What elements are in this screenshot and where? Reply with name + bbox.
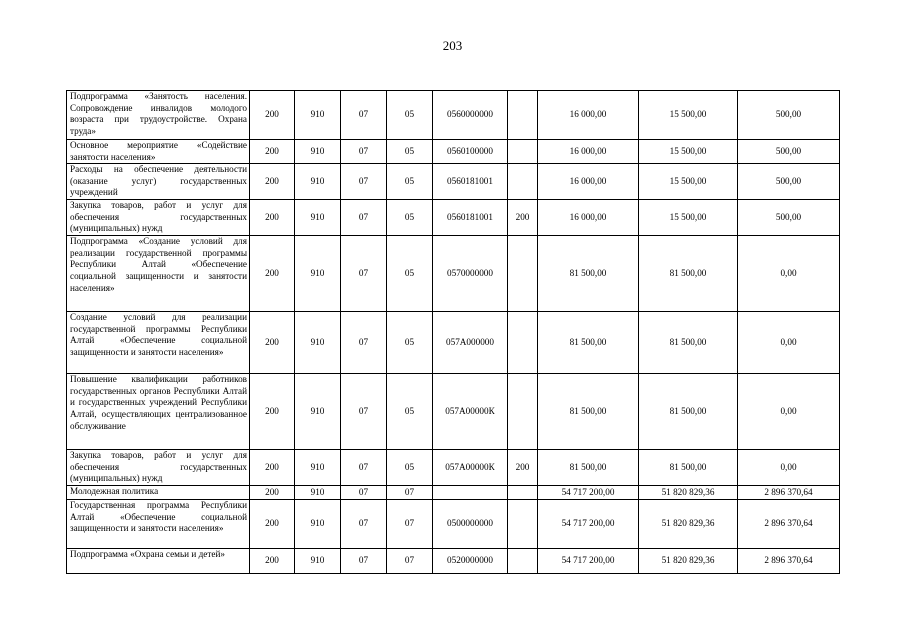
table-row [67,549,840,574]
col-200-cell: 200 [250,312,295,374]
amount-exec-cell: 15 500,00 [639,200,738,236]
col-910-cell: 910 [295,140,341,164]
col-subsection-cell: 05 [387,91,433,140]
row-name-cell: Основное мероприятие «Содействие занятости населения» [67,140,250,164]
amount-plan-cell: 54 717 200,00 [538,549,639,574]
col-910-cell: 910 [295,200,341,236]
amount-remain-cell: 2 896 370,64 [738,500,840,549]
col-200-cell: 200 [250,140,295,164]
table-row [67,486,840,500]
col-subsection-cell: 05 [387,200,433,236]
table-row [67,450,840,486]
col-910-cell: 910 [295,374,341,450]
amount-exec-cell: 15 500,00 [639,91,738,140]
amount-plan-cell: 81 500,00 [538,312,639,374]
col-200-cell: 200 [250,91,295,140]
row-name-cell: Молодежная политика [67,486,250,500]
amount-remain-cell: 500,00 [738,140,840,164]
col-section-cell: 07 [341,200,387,236]
row-name-cell: Расходы на обеспечение деятельности (оказание услуг) государственных учреждений [67,164,250,200]
table-row [67,500,840,549]
col-200-cell: 200 [250,549,295,574]
col-910-cell: 910 [295,500,341,549]
amount-exec-cell: 81 500,00 [639,374,738,450]
table-row [67,140,840,164]
amount-plan-cell: 54 717 200,00 [538,500,639,549]
col-subsection-cell: 05 [387,236,433,312]
col-200-cell: 200 [250,486,295,500]
col-section-cell: 07 [341,450,387,486]
col-200-cell: 200 [250,236,295,312]
amount-plan-cell: 16 000,00 [538,200,639,236]
page-number: 203 [442,38,463,53]
budget-table [66,90,840,574]
expense-type-cell [508,500,538,549]
row-name-cell: Повышение квалификации работников государственных органов Республики Алтай и государственных учреждений Республики Алтай, осуществляющих централизованное обслуживание [67,374,250,450]
amount-exec-cell: 81 500,00 [639,236,738,312]
amount-remain-cell: 2 896 370,64 [738,486,840,500]
amount-remain-cell: 0,00 [738,450,840,486]
target-code-cell: 0570000000 [433,236,508,312]
col-200-cell: 200 [250,164,295,200]
expense-type-cell [508,236,538,312]
target-code-cell: 057А00000К [433,450,508,486]
col-section-cell: 07 [341,374,387,450]
col-section-cell: 07 [341,140,387,164]
col-subsection-cell: 05 [387,450,433,486]
table-row [67,374,840,450]
row-name-cell: Подпрограмма «Охрана семьи и детей» [67,549,250,574]
target-code-cell: 0500000000 [433,500,508,549]
target-code-cell: 0560181001 [433,164,508,200]
col-section-cell: 07 [341,486,387,500]
col-910-cell: 910 [295,312,341,374]
table-row [67,236,840,312]
col-910-cell: 910 [295,91,341,140]
table-row [67,312,840,374]
amount-exec-cell: 15 500,00 [639,164,738,200]
col-910-cell: 910 [295,486,341,500]
expense-type-cell [508,486,538,500]
col-910-cell: 910 [295,236,341,312]
amount-remain-cell: 0,00 [738,236,840,312]
amount-exec-cell: 51 820 829,36 [639,486,738,500]
col-subsection-cell: 05 [387,140,433,164]
amount-remain-cell: 500,00 [738,200,840,236]
target-code-cell: 0520000000 [433,549,508,574]
col-910-cell: 910 [295,450,341,486]
amount-remain-cell: 0,00 [738,312,840,374]
target-code-cell: 057А00000К [433,374,508,450]
col-section-cell: 07 [341,549,387,574]
amount-plan-cell: 54 717 200,00 [538,486,639,500]
row-name-cell: Создание условий для реализации государственной программы Республики Алтай «Обеспечение социальной защищенности и занятости населения» [67,312,250,374]
col-subsection-cell: 07 [387,500,433,549]
amount-plan-cell: 16 000,00 [538,140,639,164]
col-200-cell: 200 [250,374,295,450]
table-row [67,91,840,140]
col-subsection-cell: 07 [387,549,433,574]
table-row [67,164,840,200]
amount-remain-cell: 0,00 [738,374,840,450]
col-subsection-cell: 05 [387,374,433,450]
col-910-cell: 910 [295,164,341,200]
col-200-cell: 200 [250,200,295,236]
row-name-cell: Государственная программа Республики Алтай «Обеспечение социальной защищенности и занятости населения» [67,500,250,549]
amount-remain-cell: 500,00 [738,164,840,200]
amount-exec-cell: 51 820 829,36 [639,500,738,549]
expense-type-cell: 200 [508,450,538,486]
target-code-cell: 0560100000 [433,140,508,164]
col-subsection-cell: 07 [387,486,433,500]
expense-type-cell [508,91,538,140]
expense-type-cell [508,312,538,374]
amount-exec-cell: 81 500,00 [639,312,738,374]
target-code-cell: 0560181001 [433,200,508,236]
amount-exec-cell: 81 500,00 [639,450,738,486]
amount-remain-cell: 500,00 [738,91,840,140]
col-200-cell: 200 [250,500,295,549]
expense-type-cell [508,140,538,164]
col-section-cell: 07 [341,164,387,200]
col-910-cell: 910 [295,549,341,574]
row-name-cell: Подпрограмма «Создание условий для реализации государственной программы Республики Алтай «Обеспечение социальной защищенности и занятости населения» [67,236,250,312]
col-subsection-cell: 05 [387,164,433,200]
target-code-cell: 057А000000 [433,312,508,374]
target-code-cell: 0560000000 [433,91,508,140]
target-code-cell [433,486,508,500]
expense-type-cell [508,549,538,574]
row-name-cell: Закупка товаров, работ и услуг для обеспечения государственных (муниципальных) нужд [67,200,250,236]
amount-plan-cell: 81 500,00 [538,450,639,486]
col-section-cell: 07 [341,500,387,549]
amount-plan-cell: 81 500,00 [538,374,639,450]
col-section-cell: 07 [341,312,387,374]
col-section-cell: 07 [341,91,387,140]
col-subsection-cell: 05 [387,312,433,374]
table-row [67,200,840,236]
expense-type-cell [508,374,538,450]
amount-plan-cell: 16 000,00 [538,164,639,200]
amount-exec-cell: 15 500,00 [639,140,738,164]
col-200-cell: 200 [250,450,295,486]
amount-remain-cell: 2 896 370,64 [738,549,840,574]
expense-type-cell [508,164,538,200]
row-name-cell: Закупка товаров, работ и услуг для обеспечения государственных (муниципальных) нужд [67,450,250,486]
col-section-cell: 07 [341,236,387,312]
amount-exec-cell: 51 820 829,36 [639,549,738,574]
amount-plan-cell: 16 000,00 [538,91,639,140]
expense-type-cell: 200 [508,200,538,236]
amount-plan-cell: 81 500,00 [538,236,639,312]
row-name-cell: Подпрограмма «Занятость населения. Сопровождение инвалидов молодого возраста при трудоустройстве. Охрана труда» [67,91,250,140]
